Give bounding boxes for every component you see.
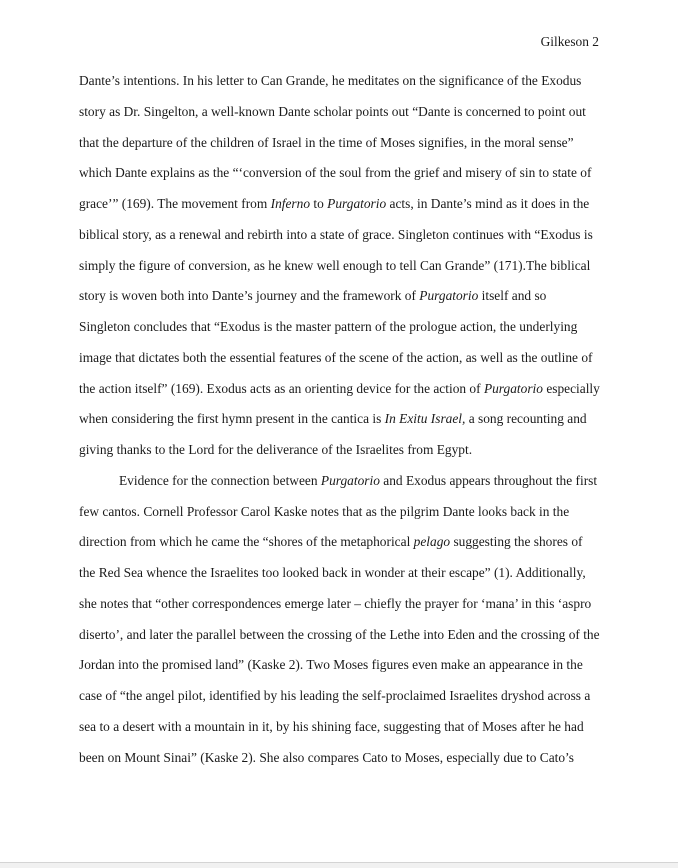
italic-text: Purgatorio [483, 380, 543, 396]
italic-text: Inferno [270, 196, 311, 211]
text-line [79, 164, 604, 195]
text-line [79, 103, 604, 134]
text-run: been on Mount Sinai” (Kaske 2). She also compares Cato to Moses, especially due to Cato’s [79, 749, 574, 765]
text-line [79, 134, 604, 165]
text-run: simply the figure of conversion, as he knew well enough to tell Can Grande” (171).The biblical [79, 257, 591, 273]
text-line [79, 718, 604, 749]
text-run: acts, in Dante’s mind as it does in the [386, 196, 590, 211]
text-run: story is woven both into Dante’s journey and the framework of [79, 288, 420, 304]
body-text [79, 72, 604, 779]
italic-text: Purgatorio [419, 288, 479, 304]
italic-text: pelago [413, 534, 451, 550]
text-run: to [310, 196, 328, 211]
text-run: suggesting the shores of [450, 534, 583, 550]
text-run: diserto’, and later the parallel between the crossing of the Lethe into Eden and the crossing of the [79, 626, 600, 642]
text-line [79, 257, 604, 288]
text-run: a song recounting and [465, 411, 587, 427]
text-line [79, 380, 604, 411]
text-run: giving thanks to the Lord for the deliverance of the Israelites from Egypt. [79, 442, 473, 457]
text-line [79, 472, 604, 503]
text-run: especially [542, 380, 600, 396]
text-line [79, 441, 604, 472]
text-run: Singleton concludes that “Exodus is the master pattern of the prologue action, the underlying [79, 319, 578, 334]
text-run: Jordan into the promised land” (Kaske 2). Two Moses figures even make an appearance in the [79, 657, 583, 673]
italic-text: In Exitu Israel, [384, 411, 466, 427]
text-run: few cantos. Cornell Professor Carol Kaske notes that as the pilgrim Dante looks back in the [79, 503, 570, 519]
text-run: the Red Sea whence the Israelites too looked back in wonder at their escape” (1). Additionally, [79, 565, 586, 580]
text-run: which Dante explains as the “‘conversion of the soul from the grief and misery of sin to state of [79, 165, 592, 181]
text-run: Dante’s intentions. In his letter to Can Grande, he meditates on the significance of the Exodus [79, 73, 582, 88]
text-run: sea to a desert with a mountain in it, by his shining face, suggesting that of Moses after he had [79, 718, 584, 734]
text-run: the action itself” (169). Exodus acts as an orienting device for the action of [79, 380, 484, 396]
running-header: Gilkeson 2 [540, 34, 599, 49]
text-line [79, 349, 604, 380]
text-line [79, 410, 604, 441]
text-line [79, 626, 604, 657]
text-line [79, 687, 604, 718]
text-line [79, 533, 604, 564]
text-line [79, 503, 604, 534]
text-run: case of “the angel pilot, identified by his leading the self-proclaimed Israelites dryshod across a [79, 688, 591, 703]
text-line [79, 749, 604, 780]
text-line [79, 656, 604, 687]
text-line [79, 72, 604, 103]
text-run: story as Dr. Singelton, a well-known Dante scholar points out “Dante is concerned to point out [79, 103, 586, 119]
text-run: biblical story, as a renewal and rebirth into a state of grace. Singleton continues with “Exodus is [79, 226, 593, 242]
text-line [79, 318, 604, 349]
text-line [79, 564, 604, 595]
italic-text: Purgatorio [327, 196, 387, 211]
italic-text: Purgatorio [320, 472, 380, 488]
text-run: direction from which he came the “shores of the metaphorical [79, 534, 414, 550]
text-run: she notes that “other correspondences emerge later – chiefly the prayer for ‘mana’ in this ‘aspro [79, 595, 592, 611]
text-run: image that dictates both the essential features of the scene of the action, as well as the outline of [79, 349, 593, 365]
text-line [79, 595, 604, 626]
text-run: when considering the first hymn present in the cantica is [79, 411, 385, 427]
text-run: itself and so [478, 288, 547, 304]
text-line [79, 287, 604, 318]
text-run: Evidence for the connection between [119, 472, 321, 488]
text-line [79, 226, 604, 257]
text-run: that the departure of the children of Israel in the time of Moses signifies, in the moral sense” [79, 134, 574, 150]
text-line [79, 195, 604, 226]
text-run: grace’” (169). The movement from [79, 196, 271, 211]
text-run: and Exodus appears throughout the first [379, 472, 598, 488]
